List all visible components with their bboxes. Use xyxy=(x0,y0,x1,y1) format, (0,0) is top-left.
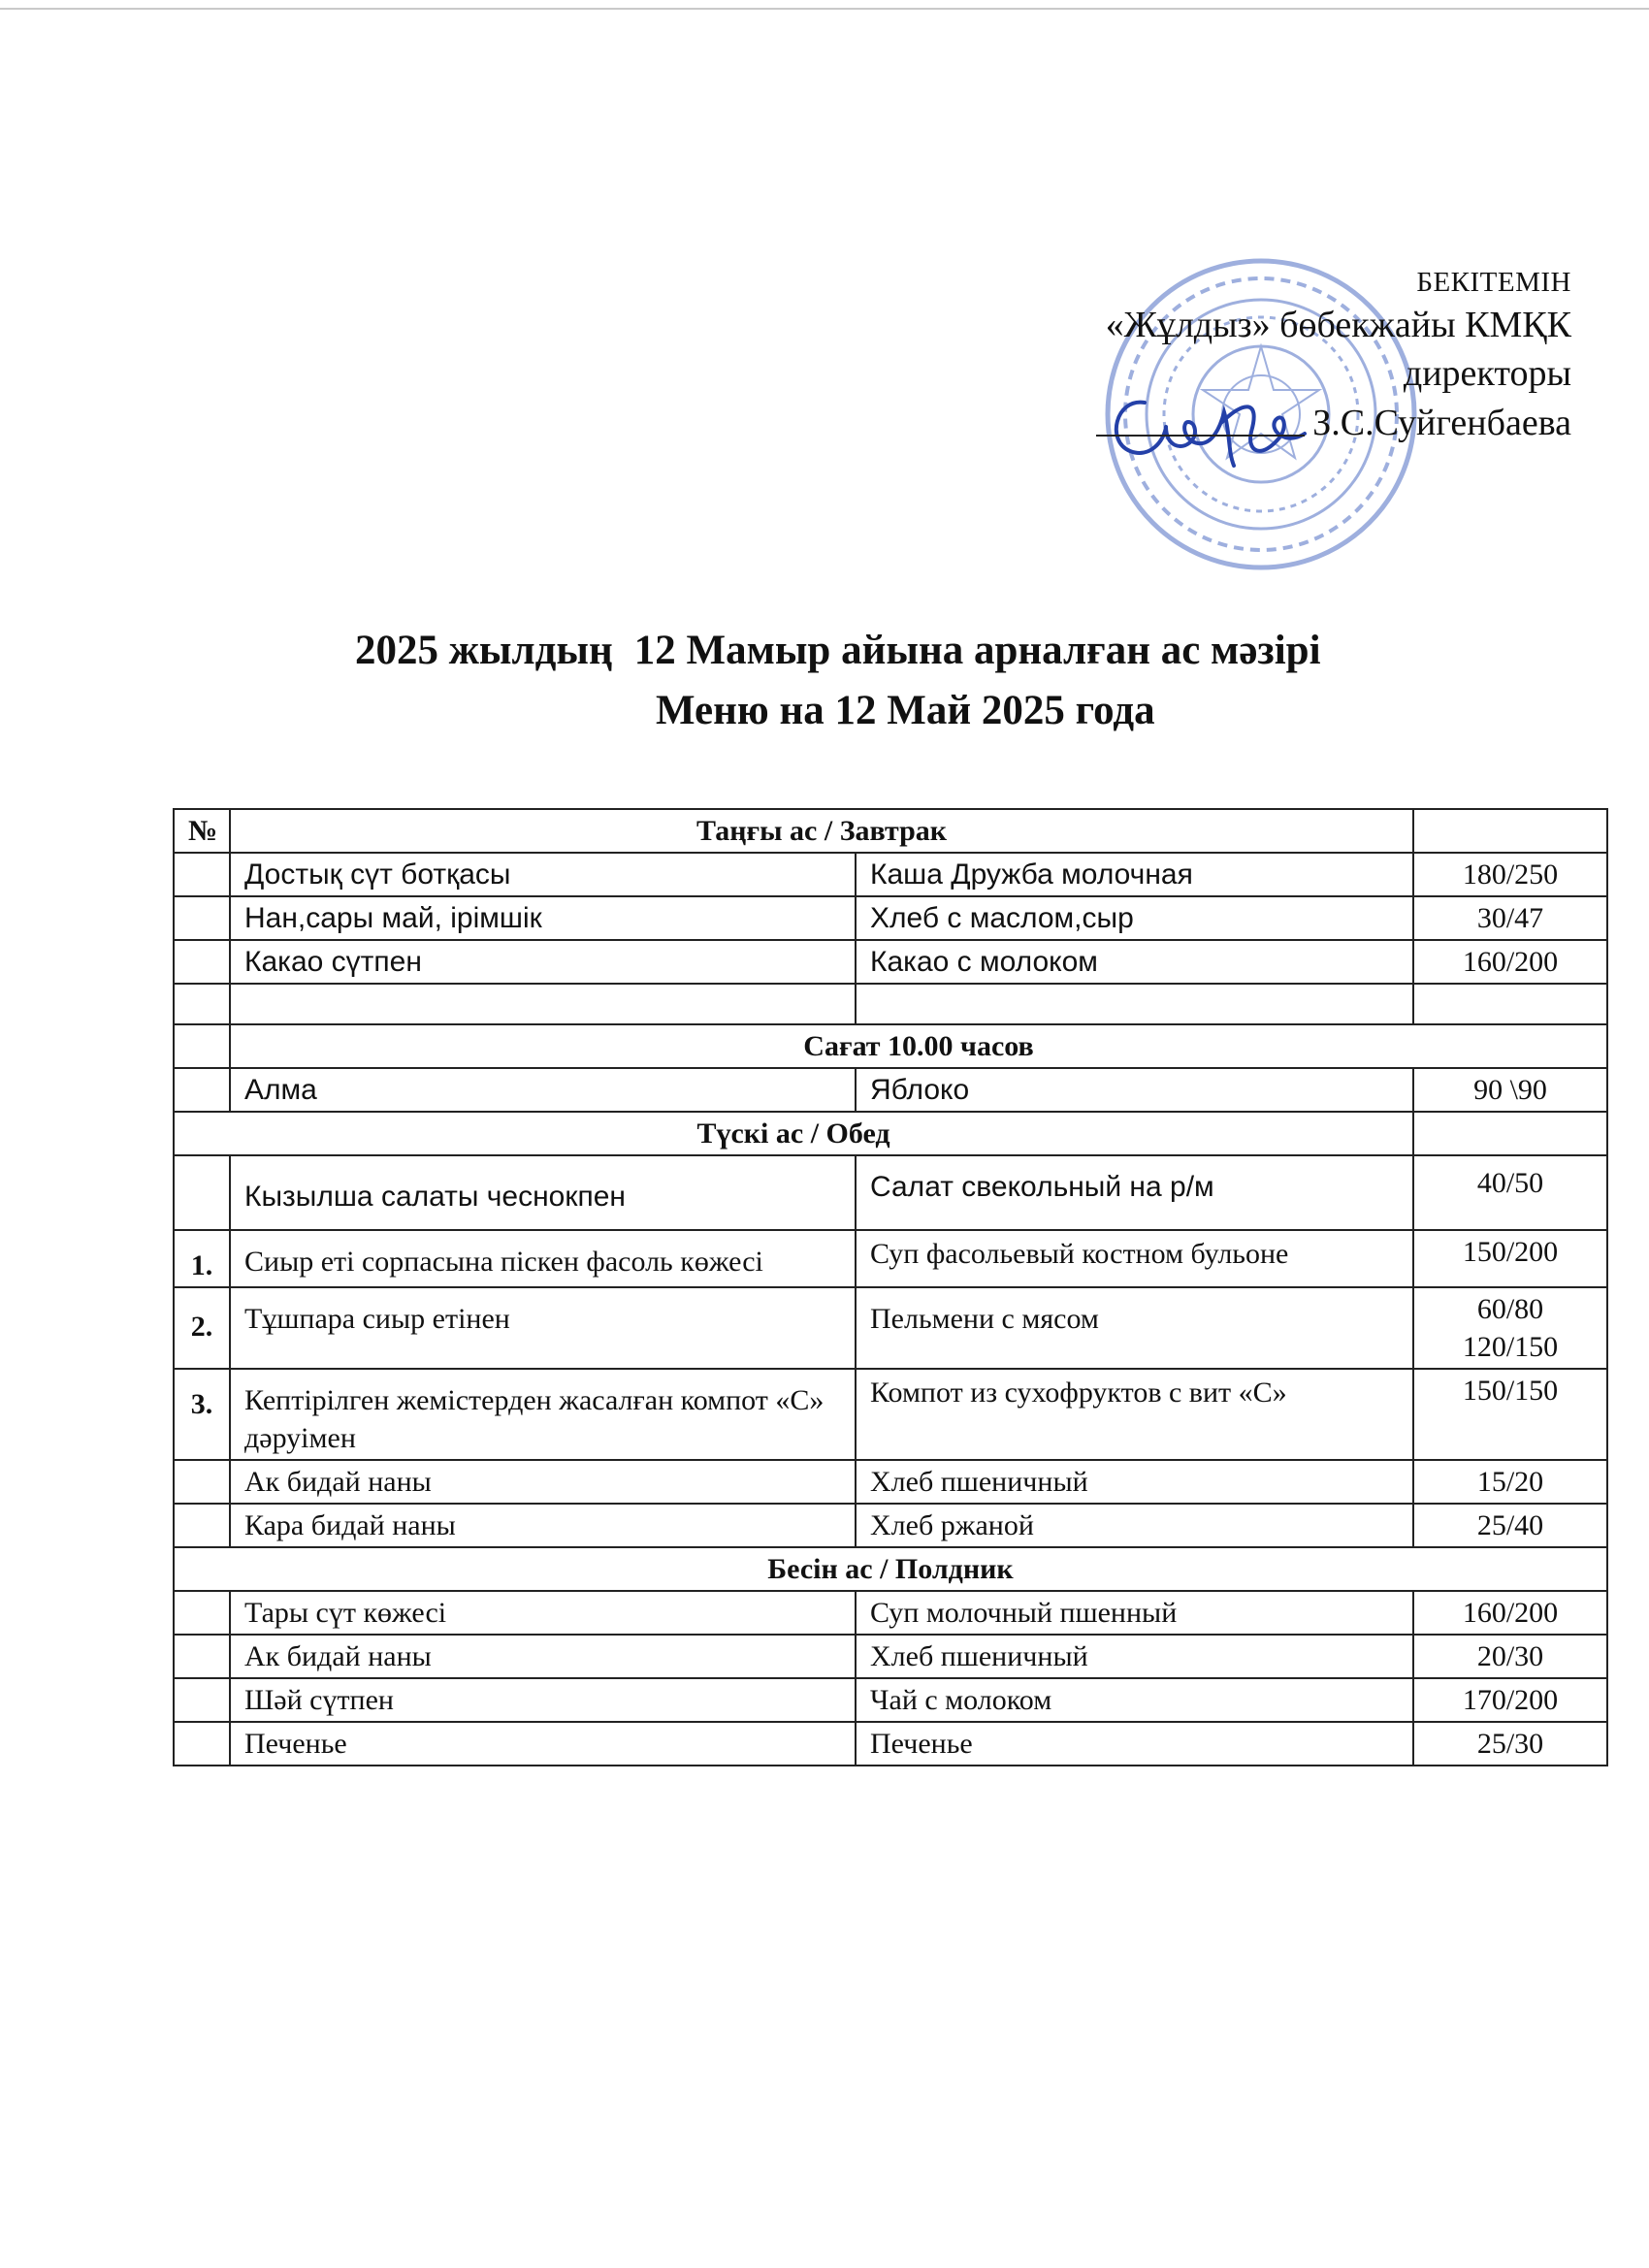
empty-cell xyxy=(174,1024,230,1068)
dish-ru: Суп фасольевый костном бульоне xyxy=(856,1230,1413,1287)
document-title-line-2: Меню на 12 Май 2025 года xyxy=(656,688,1155,734)
empty-cell xyxy=(1413,809,1607,853)
dish-ru: Каша Дружба молочная xyxy=(856,853,1413,896)
approval-block xyxy=(1096,264,1571,447)
approval-signature-line xyxy=(1096,399,1571,447)
row-number xyxy=(174,896,230,940)
portion: 20/30 xyxy=(1413,1635,1607,1678)
title-year: 2025 жылдың xyxy=(355,628,613,673)
dish-ru: Хлеб ржаной xyxy=(856,1504,1413,1547)
lunch-title: Түскі ас / Обед xyxy=(174,1112,1413,1155)
table-row xyxy=(174,1722,1607,1766)
row-number xyxy=(174,1068,230,1112)
document-title xyxy=(0,621,1649,742)
row-number xyxy=(174,1155,230,1230)
portion: 25/40 xyxy=(1413,1504,1607,1547)
dish-kz: Ак бидай наны xyxy=(230,1460,856,1504)
table-row xyxy=(174,1460,1607,1504)
table-row xyxy=(174,853,1607,896)
approval-position: директоры xyxy=(1403,353,1571,395)
menu-table xyxy=(173,808,1608,1766)
empty-row xyxy=(174,984,1607,1024)
dish-kz: Какао сүтпен xyxy=(230,940,856,984)
approval-organization: «Жұлдыз» бөбекжайы КМҚК xyxy=(1105,305,1571,346)
row-number xyxy=(174,1635,230,1678)
portion-alt: 120/150 xyxy=(1462,1331,1559,1363)
empty-cell xyxy=(1413,1112,1607,1155)
portion: 30/47 xyxy=(1413,896,1607,940)
portion: 160/200 xyxy=(1413,940,1607,984)
snack-title: Сағат 10.00 часов xyxy=(230,1024,1607,1068)
table-row xyxy=(174,1068,1607,1112)
dish-kz: Кара бидай наны xyxy=(230,1504,856,1547)
table-row xyxy=(174,1635,1607,1678)
dish-ru: Чай с молоком xyxy=(856,1678,1413,1722)
dish-ru: Печенье xyxy=(856,1722,1413,1766)
dish-ru: Суп молочный пшенный xyxy=(856,1591,1413,1635)
dish-kz: Алма xyxy=(230,1068,856,1112)
table-row xyxy=(174,1287,1607,1369)
portion: 90 \90 xyxy=(1413,1068,1607,1112)
title-kz: 12 Мамыр айына арналған ас мәзірі xyxy=(633,628,1321,673)
dish-kz: Ак бидай наны xyxy=(230,1635,856,1678)
dish-ru: Яблоко xyxy=(856,1068,1413,1112)
empty-cell xyxy=(174,984,230,1024)
empty-cell xyxy=(1413,984,1607,1024)
row-number xyxy=(174,1591,230,1635)
dish-ru: Салат свекольный на р/м xyxy=(856,1155,1413,1230)
dish-kz: Сиыр еті сорпасына піскен фасоль көжесі xyxy=(230,1230,856,1287)
dish-ru: Пельмени с мясом xyxy=(856,1287,1413,1369)
dish-kz: Нан,сары май, ірімшік xyxy=(230,896,856,940)
row-number xyxy=(174,1722,230,1766)
signature-underline xyxy=(1096,435,1305,437)
row-number: 2. xyxy=(174,1287,230,1369)
row-number: 3. xyxy=(174,1369,230,1460)
afternoon-title: Бесін ас / Полдник xyxy=(174,1547,1607,1591)
row-number xyxy=(174,1504,230,1547)
dish-kz: Печенье xyxy=(230,1722,856,1766)
table-row xyxy=(174,1369,1607,1460)
dish-kz: Кызылша салаты чеснокпен xyxy=(230,1155,856,1230)
dish-ru: Хлеб с маслом,сыр xyxy=(856,896,1413,940)
dish-kz: Кептірілген жемістерден жасалған компот «С» дәруімен xyxy=(230,1369,856,1460)
table-row xyxy=(174,1591,1607,1635)
dish-kz: Тұшпара сиыр етінен xyxy=(230,1287,856,1369)
dish-ru: Какао с молоком xyxy=(856,940,1413,984)
document-title-line-1 xyxy=(0,621,1649,681)
row-number xyxy=(174,1678,230,1722)
portion: 160/200 xyxy=(1413,1591,1607,1635)
lunch-header-row xyxy=(174,1112,1607,1155)
dish-ru: Хлеб пшеничный xyxy=(856,1635,1413,1678)
empty-cell xyxy=(856,984,1413,1024)
table-row xyxy=(174,1504,1607,1547)
row-number xyxy=(174,853,230,896)
portion: 180/250 xyxy=(1413,853,1607,896)
scan-top-edge xyxy=(0,8,1649,10)
portion: 60/80 xyxy=(1476,1293,1544,1325)
table-row xyxy=(174,1230,1607,1287)
dish-ru: Хлеб пшеничный xyxy=(856,1460,1413,1504)
snack-header-row xyxy=(174,1024,1607,1068)
portion: 150/150 xyxy=(1413,1369,1607,1460)
table-row xyxy=(174,940,1607,984)
dish-kz: Достық сүт ботқасы xyxy=(230,853,856,896)
portion: 150/200 xyxy=(1413,1230,1607,1287)
portion: 15/20 xyxy=(1413,1460,1607,1504)
table-row xyxy=(174,1678,1607,1722)
table-row xyxy=(174,1155,1607,1230)
row-number: 1. xyxy=(174,1230,230,1287)
portion-cell xyxy=(1413,1287,1607,1369)
row-number xyxy=(174,940,230,984)
dish-ru: Компот из сухофруктов с вит «С» xyxy=(856,1369,1413,1460)
approval-name: З.С.Суйгенбаева xyxy=(1312,402,1571,443)
breakfast-title: Таңғы ас / Завтрак xyxy=(230,809,1413,853)
portion: 25/30 xyxy=(1413,1722,1607,1766)
afternoon-header-row xyxy=(174,1547,1607,1591)
empty-cell xyxy=(230,984,856,1024)
portion: 40/50 xyxy=(1413,1155,1607,1230)
breakfast-header-row xyxy=(174,809,1607,853)
number-header: № xyxy=(174,809,230,853)
portion: 170/200 xyxy=(1413,1678,1607,1722)
table-row xyxy=(174,896,1607,940)
row-number xyxy=(174,1460,230,1504)
approval-title: БЕКІТЕМІН xyxy=(1416,267,1571,298)
dish-kz: Шәй сүтпен xyxy=(230,1678,856,1722)
dish-kz: Тары сүт көжесі xyxy=(230,1591,856,1635)
